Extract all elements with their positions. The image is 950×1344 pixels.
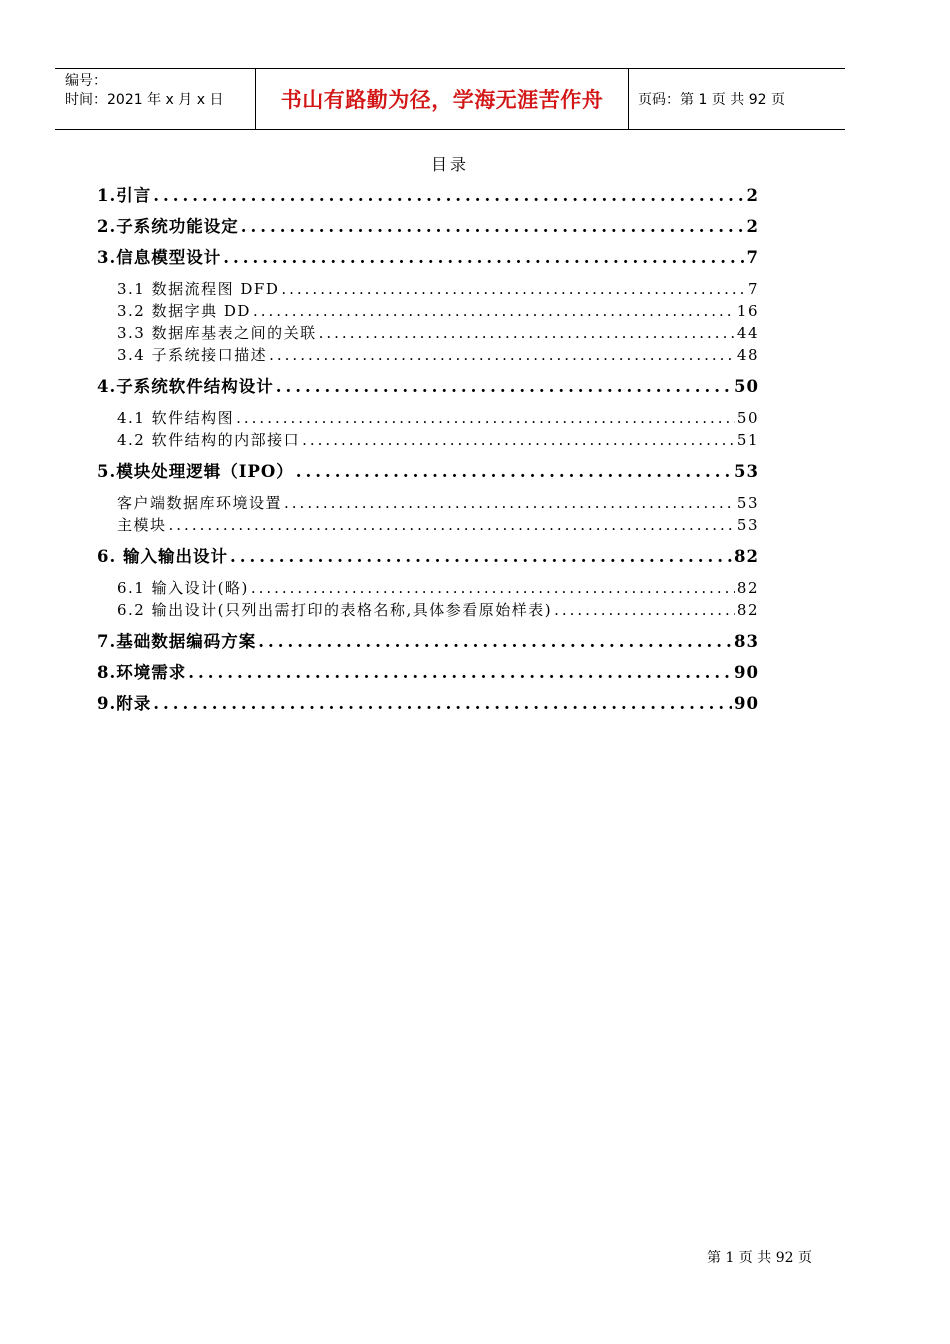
toc-dot-leader xyxy=(258,626,732,657)
toc-entry-page-number: 2 xyxy=(746,186,759,205)
toc-entry-page-number: 90 xyxy=(734,663,759,682)
toc-entry-label: 3.4 子系统接口描述 xyxy=(117,346,268,364)
toc-entry-label: 3.1 数据流程图 DFD xyxy=(117,280,280,298)
document-date-label: 时间：2021 年 x 月 x 日 xyxy=(65,92,224,108)
toc-dot-leader xyxy=(554,599,735,621)
toc-entry-label: 5.模块处理逻辑（IPO） xyxy=(97,462,294,481)
toc-dot-leader xyxy=(169,514,735,536)
toc-entry-label: 8.环境需求 xyxy=(97,663,187,682)
toc-dot-leader xyxy=(281,278,746,300)
toc-entry-page-number: 48 xyxy=(736,346,759,364)
toc-entry-page-number: 53 xyxy=(736,494,759,512)
toc-entry-label: 9.附录 xyxy=(97,694,152,713)
header-info-cell xyxy=(55,69,256,129)
toc-entry-label: 3.信息模型设计 xyxy=(97,248,222,267)
toc-entry-label: 6.2 输出设计(只列出需打印的表格名称,具体参看原始样表) xyxy=(117,601,553,619)
toc-section-entry[interactable] xyxy=(97,599,759,621)
toc-entry-label: 客户端数据库环境设置 xyxy=(117,494,283,512)
toc-dot-leader xyxy=(284,492,735,514)
toc-section-entry[interactable] xyxy=(97,407,759,429)
toc-dot-leader xyxy=(296,456,732,487)
toc-dot-leader xyxy=(153,688,732,719)
toc-entry-label: 1.引言 xyxy=(97,186,152,205)
toc-section-entry[interactable] xyxy=(97,278,759,300)
toc-entry-page-number: 7 xyxy=(747,280,759,298)
toc-entry-label: 4.2 软件结构的内部接口 xyxy=(117,431,301,449)
toc-section-entry[interactable] xyxy=(97,344,759,366)
toc-entry-label: 4.1 软件结构图 xyxy=(117,409,235,427)
toc-chapter-entry[interactable] xyxy=(97,242,759,273)
document-number-label: 编号： xyxy=(65,73,107,89)
toc-entry-page-number: 50 xyxy=(736,409,759,427)
toc-entry-label: 3.3 数据库基表之间的关联 xyxy=(117,324,317,342)
toc-entry-label: 6. 输入输出设计 xyxy=(97,547,228,566)
toc-entry-label: 4.子系统软件结构设计 xyxy=(97,377,274,396)
toc-section-entry[interactable] xyxy=(97,514,759,536)
header-motto-cell xyxy=(256,69,629,129)
toc-chapter-entry[interactable] xyxy=(97,626,759,657)
header-page-cell xyxy=(629,69,845,129)
table-of-contents xyxy=(97,180,759,719)
toc-entry-page-number: 82 xyxy=(734,547,759,566)
toc-entry-page-number: 50 xyxy=(734,377,759,396)
toc-chapter-entry[interactable] xyxy=(97,657,759,688)
toc-dot-leader xyxy=(223,242,744,273)
toc-entry-page-number: 2 xyxy=(746,217,759,236)
toc-dot-leader xyxy=(153,180,744,211)
toc-dot-leader xyxy=(230,541,732,572)
toc-chapter-entry[interactable] xyxy=(97,180,759,211)
toc-chapter-entry[interactable] xyxy=(97,456,759,487)
toc-dot-leader xyxy=(188,657,732,688)
toc-title: 目录 xyxy=(430,155,469,174)
toc-entry-label: 6.1 输入设计(略) xyxy=(117,579,249,597)
toc-dot-leader xyxy=(319,322,735,344)
footer-page-number: 第 1 页 共 92 页 xyxy=(707,1250,812,1266)
toc-dot-leader xyxy=(251,577,735,599)
toc-entry-page-number: 51 xyxy=(736,431,759,449)
toc-entry-label: 2.子系统功能设定 xyxy=(97,217,239,236)
toc-entry-page-number: 53 xyxy=(736,516,759,534)
toc-entry-page-number: 83 xyxy=(734,632,759,651)
toc-entry-page-number: 44 xyxy=(736,324,759,342)
toc-section-entry[interactable] xyxy=(97,300,759,322)
header-motto: 书山有路勤为径，学海无涯苦作舟 xyxy=(280,88,604,112)
toc-entry-page-number: 7 xyxy=(746,248,759,267)
header-page-number: 页码：第 1 页 共 92 页 xyxy=(638,92,785,108)
toc-entry-label: 7.基础数据编码方案 xyxy=(97,632,257,651)
toc-entry-page-number: 53 xyxy=(734,462,759,481)
toc-entry-page-number: 82 xyxy=(736,579,759,597)
toc-section-entry[interactable] xyxy=(97,322,759,344)
toc-dot-leader xyxy=(302,429,735,451)
toc-section-entry[interactable] xyxy=(97,429,759,451)
toc-section-entry[interactable] xyxy=(97,577,759,599)
page-header xyxy=(55,68,845,130)
toc-entry-label: 3.2 数据字典 DD xyxy=(117,302,251,320)
toc-dot-leader xyxy=(236,407,735,429)
toc-chapter-entry[interactable] xyxy=(97,541,759,572)
toc-entry-page-number: 16 xyxy=(736,302,759,320)
toc-chapter-entry[interactable] xyxy=(97,688,759,719)
toc-chapter-entry[interactable] xyxy=(97,211,759,242)
toc-dot-leader xyxy=(269,344,735,366)
toc-dot-leader xyxy=(276,371,732,402)
toc-entry-page-number: 82 xyxy=(736,601,759,619)
toc-chapter-entry[interactable] xyxy=(97,371,759,402)
toc-entry-label: 主模块 xyxy=(117,516,167,534)
toc-entry-page-number: 90 xyxy=(734,694,759,713)
toc-section-entry[interactable] xyxy=(97,492,759,514)
toc-dot-leader xyxy=(253,300,735,322)
toc-dot-leader xyxy=(241,211,745,242)
